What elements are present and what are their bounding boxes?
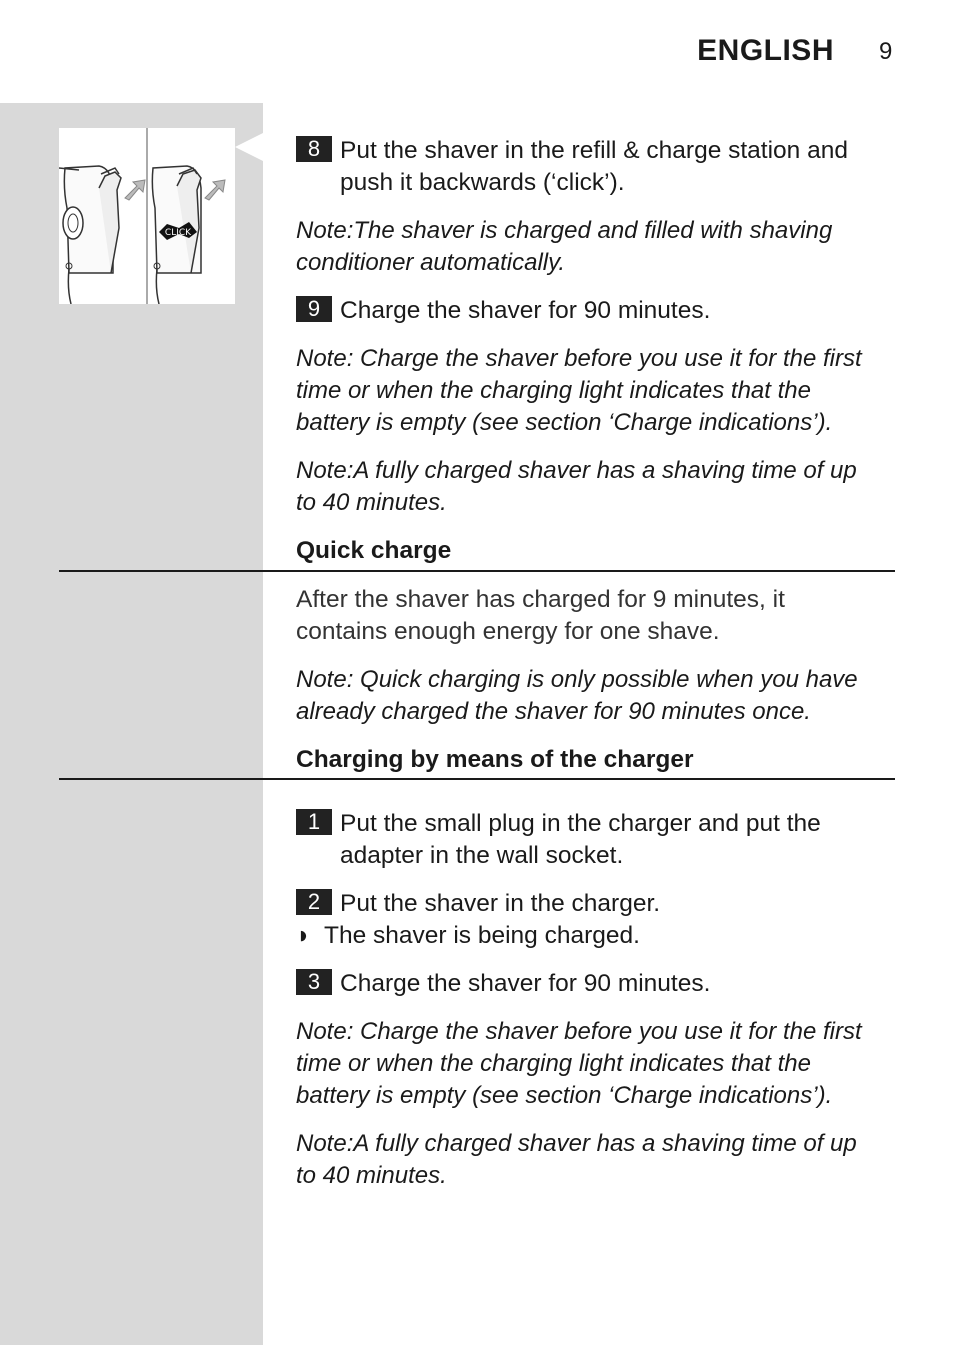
figure-pointer (235, 133, 263, 161)
step-text: adapter in the wall socket. (340, 842, 624, 869)
step-8 (296, 135, 896, 199)
heading-quick-charge: Quick charge (296, 537, 452, 564)
note-shaving-time (296, 455, 896, 519)
step-number: 1 (296, 809, 332, 835)
note-quick-charge (296, 664, 896, 728)
step-3 (296, 968, 896, 1000)
step-text: push it backwards (‘click’). (340, 169, 625, 196)
step-text: Put the shaver in the refill & charge station and (340, 137, 848, 164)
note-line: Note: Quick charging is only possible when you have (296, 666, 858, 693)
section-rule (59, 570, 895, 572)
note-line: battery is empty (see section ‘Charge indications’). (296, 1082, 833, 1109)
bullet-text: The shaver is being charged. (324, 922, 640, 949)
result-bullet (296, 920, 896, 952)
note-line: to 40 minutes. (296, 489, 447, 516)
shaver-drawing (59, 128, 235, 304)
note-line: Note: Charge the shaver before you use it for the first (296, 345, 862, 372)
note-shaving-time-charger (296, 1128, 896, 1192)
note-first-charge-charger (296, 1016, 896, 1112)
step-number: 3 (296, 969, 332, 995)
note-line: Note: Charge the shaver before you use it for the first (296, 1018, 862, 1045)
step-2 (296, 888, 896, 952)
note-line: time or when the charging light indicates that the (296, 1050, 811, 1077)
section-rule (59, 778, 895, 780)
note-line: Note:The shaver is charged and filled with shaving (296, 217, 833, 244)
paragraph-line: contains enough energy for one shave. (296, 618, 720, 645)
note-line: battery is empty (see section ‘Charge indications’). (296, 409, 833, 436)
note-line: Note:A fully charged shaver has a shaving time of up (296, 1130, 857, 1157)
step-text: Put the small plug in the charger and put the (340, 810, 821, 837)
note-auto-fill (296, 215, 896, 279)
step-text: Charge the shaver for 90 minutes. (340, 970, 711, 997)
note-line: to 40 minutes. (296, 1162, 447, 1189)
note-line: Note:A fully charged shaver has a shaving time of up (296, 457, 857, 484)
note-line: already charged the shaver for 90 minutes once. (296, 698, 811, 725)
heading-charger: Charging by means of the charger (296, 746, 694, 773)
step-text: Charge the shaver for 90 minutes. (340, 297, 711, 324)
page-language: ENGLISH (697, 34, 834, 67)
step-number: 9 (296, 296, 332, 322)
step-number: 8 (296, 136, 332, 162)
shaver-illustration (59, 128, 235, 304)
click-label: CLICK (164, 228, 192, 238)
note-first-charge (296, 343, 896, 439)
note-line: conditioner automatically. (296, 249, 566, 276)
step-1 (296, 808, 896, 872)
step-text: Put the shaver in the charger. (340, 890, 661, 917)
note-line: time or when the charging light indicates that the (296, 377, 811, 404)
bullet-icon: ◗ (296, 922, 311, 949)
step-9 (296, 295, 896, 327)
quick-charge-paragraph (296, 584, 896, 648)
step-number: 2 (296, 889, 332, 915)
page-number: 9 (879, 38, 893, 65)
paragraph-line: After the shaver has charged for 9 minutes, it (296, 586, 785, 613)
